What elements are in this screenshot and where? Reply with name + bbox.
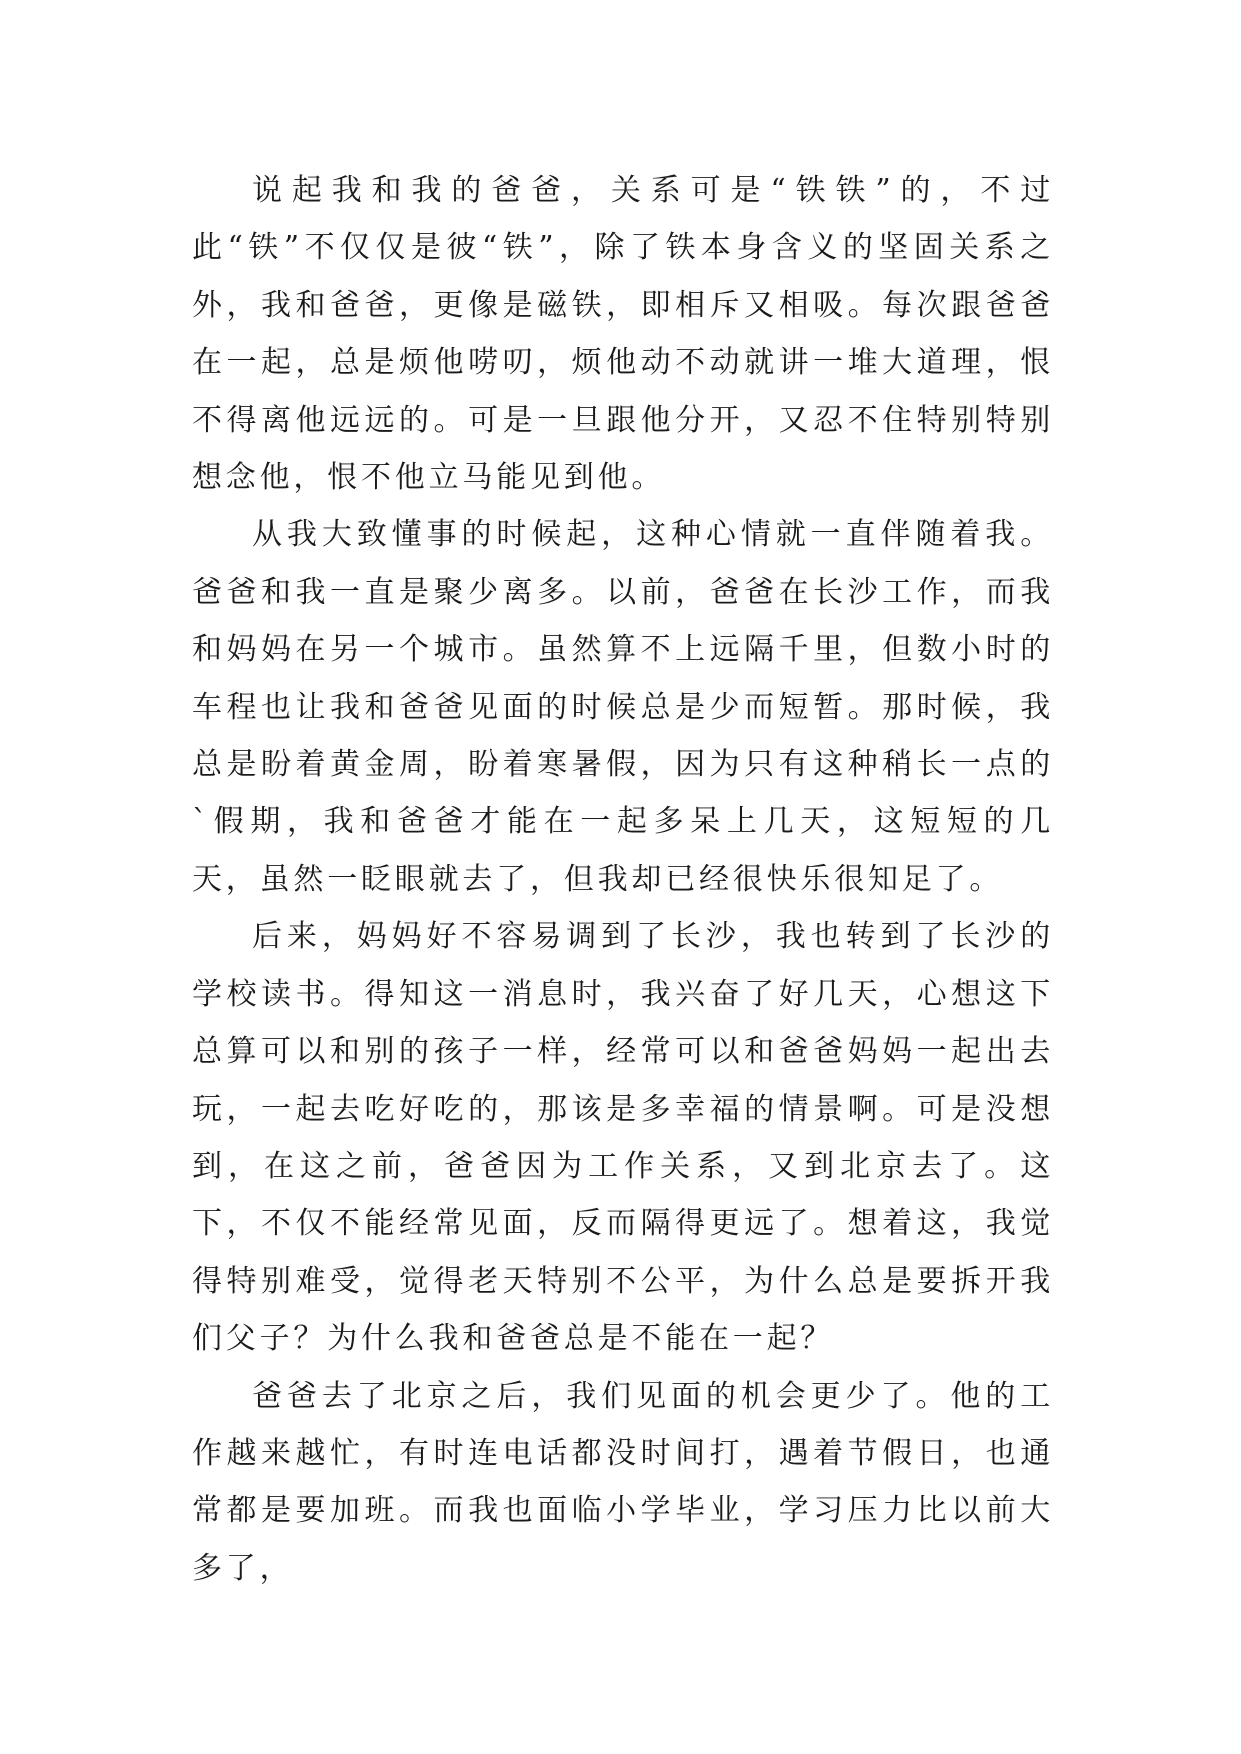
paragraph-1: 说起我和我的爸爸，关系可是“铁铁”的，不过此“铁”不仅仅是彼“铁”，除了铁本身含义的坚固关系之外，我和爸爸，更像是磁铁，即相斥又相吸。每次跟爸爸在一起，总是烦他唠叨，烦他动不动就讲一堆大道理，恨不得离他远远的。可是一旦跟他分开，又忍不住特别特别想念他，恨不他立马能见到他。 bbox=[192, 173, 1054, 496]
paragraph-3: 后来，妈妈好不容易调到了长沙，我也转到了长沙的学校读书。得知这一消息时，我兴奋了好几天，心想这下总算可以和别的孩子一样，经常可以和爸爸妈妈一起出去玩，一起去吃好吃的，那该是多幸福的情景啊。可是没想到，在这之前，爸爸因为工作关系，又到北京去了。这下，不仅不能经常见面，反而隔得更远了。想着这，我觉得特别难受，觉得老天特别不公平，为什么总是要拆开我们父子？为什么我和爸爸总是不能在一起？ bbox=[192, 919, 1054, 1357]
paragraph-4: 爸爸去了北京之后，我们见面的机会更少了。他的工作越来越忙，有时连电话都没时间打，遇着节假日，也通常都是要加班。而我也面临小学毕业，学习压力比以前大多了， bbox=[192, 1378, 1054, 1586]
paragraph-2: 从我大致懂事的时候起，这种心情就一直伴随着我。爸爸和我一直是聚少离多。以前，爸爸在长沙工作，而我和妈妈在另一个城市。虽然算不上远隔千里，但数小时的车程也让我和爸爸见面的时候总是少而短暂。那时候，我总是盼着黄金周，盼着寒暑假，因为只有这种稍长一点的`假期，我和爸爸才能在一起多呆上几天，这短短的几天，虽然一眨眼就去了，但我却已经很快乐很知足了。 bbox=[192, 517, 1054, 897]
article-body bbox=[192, 162, 1054, 1597]
